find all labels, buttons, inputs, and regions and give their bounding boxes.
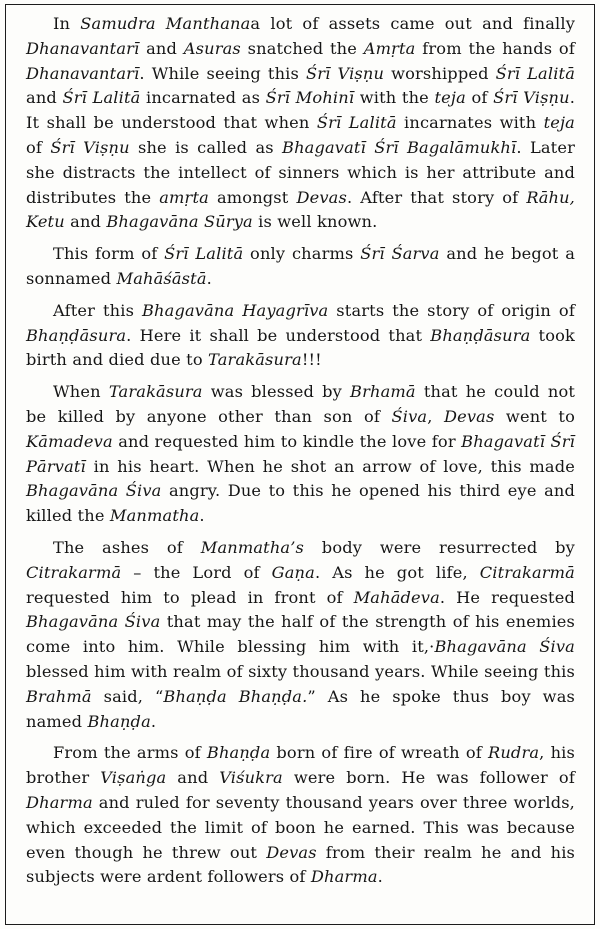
italic-term: Devas (266, 842, 317, 862)
italic-term: Tarakāsura (108, 382, 203, 402)
italic-term: Bhaṇḍāsura (430, 325, 531, 345)
italic-term: Manmatha’s (200, 537, 305, 557)
italic-term: Citrakarmā (479, 562, 575, 582)
italic-term: Bhaṇḍa Bhaṇḍa. (163, 686, 308, 706)
paragraph (26, 536, 575, 734)
paragraph (26, 380, 575, 529)
italic-term: Gaṇa (271, 562, 315, 582)
text-run: The ashes of (53, 537, 201, 557)
italic-term: Citrakarmā (26, 562, 122, 582)
italic-term: Śrī Viṣṇu (50, 137, 130, 157)
text-run: from the hands of (415, 38, 575, 58)
text-run: . It shall be understood that when (26, 88, 576, 133)
italic-term: Asuras (183, 38, 241, 58)
italic-term: Devas (443, 406, 495, 426)
text-run: and ruled for seventy thousand years over three worlds, which exceeded the limit of boon he earned. This was because even though he threw out (26, 792, 575, 862)
italic-term: teja (543, 113, 575, 133)
text-run: is well known. (252, 212, 378, 232)
text-run: !!! (301, 350, 322, 370)
text-run: angry. Due to this he opened his third eye and killed the (26, 481, 575, 526)
italic-term: Rudra (487, 743, 540, 763)
italic-term: Dharma (310, 867, 378, 887)
italic-term: Brahmā (26, 686, 92, 706)
text-run: . After that story of (346, 187, 527, 207)
italic-term: Rāhu, Ketu (26, 187, 575, 232)
text-run: with the (354, 88, 435, 108)
text-run: were born. He was follower of (282, 768, 575, 788)
text-run: body were resurrected by (304, 537, 575, 557)
italic-term: Samudra Manthana (80, 14, 251, 33)
text-run: From the arms of (53, 743, 207, 763)
text-run: In (53, 14, 81, 33)
text-run: incarnated as (140, 88, 266, 108)
text-run: . Here it shall be understood that (126, 325, 431, 345)
text-run: . As he got life, (314, 562, 480, 582)
text-run: took birth and died due to (26, 325, 576, 370)
paragraph (26, 299, 575, 373)
text-run: . (150, 711, 157, 731)
italic-term: Bhagavāna Śiva (26, 612, 161, 632)
italic-term: Bhagavatī Śrī Bagalāmukhī (282, 137, 517, 157)
page-text (26, 12, 575, 890)
italic-term: Bhaṇḍāsura (26, 325, 127, 345)
text-run: starts the story of origin of (328, 300, 575, 320)
text-run: . (206, 268, 212, 288)
italic-term: Tarakāsura (208, 350, 302, 370)
text-run: . Later she distracts the intellect of sinners which is her attribute and distributes the (26, 137, 575, 207)
italic-term: Dhanavantarī (26, 63, 140, 83)
italic-term: Kāmadeva (26, 431, 113, 451)
italic-term: Śrī Lalitā (316, 113, 397, 133)
paragraph (26, 12, 575, 235)
text-run: born of fire of wreath of (270, 743, 488, 763)
text-run: – the Lord of (121, 562, 272, 582)
text-run: and he begot a sonnamed (26, 244, 576, 288)
text-run: When (53, 382, 109, 402)
text-run: After this (53, 300, 142, 320)
text-run: and (26, 88, 63, 108)
text-run: a lot of assets came out and finally (250, 14, 575, 33)
text-run: , (427, 406, 444, 426)
italic-term: Mahāśāstā (116, 268, 207, 288)
text-run: only charms (243, 244, 361, 264)
text-run: worshipped (384, 63, 496, 83)
italic-term: Dhanavantarī (26, 38, 140, 58)
text-run: she is called as (129, 137, 283, 157)
text-run: from their realm he and his subjects were ardent followers of (26, 842, 576, 887)
text-run: ” As he spoke thus boy was named (26, 686, 575, 731)
italic-term: Śrī Śarva (360, 244, 440, 264)
paragraph (26, 242, 575, 292)
text-run: of (465, 88, 494, 108)
text-run: amongst (208, 187, 297, 207)
italic-term: Bhagavāna Śiva (26, 481, 162, 501)
text-run: that he could not be killed by anyone other than son of (26, 382, 576, 426)
italic-term: Bhagavatī Śrī Pārvatī (26, 431, 575, 476)
italic-term: Viśukra (219, 768, 283, 788)
italic-term: Manmatha (109, 506, 200, 526)
italic-term: Śrī Lalitā (495, 63, 576, 83)
italic-term: Śrī Viṣṇu (493, 88, 570, 108)
text-run: and requested him to kindle the love for (112, 431, 462, 451)
text-run: and (64, 212, 107, 232)
italic-term: Dharma (26, 792, 93, 812)
paragraph (26, 741, 575, 890)
italic-term: Śrī Lalitā (164, 244, 244, 264)
text-run: blessed him with realm of sixty thousand years. While seeing this (26, 661, 575, 681)
italic-term: Śrī Viṣṇu (306, 63, 385, 83)
italic-term: teja (434, 88, 466, 108)
italic-term: Devas (296, 187, 347, 207)
text-run: was blessed by (202, 382, 351, 402)
text-run: , his brother (26, 743, 575, 788)
text-run: and (166, 768, 220, 788)
italic-term: Bhagavāna Śiva (434, 637, 575, 657)
text-run: in his heart. When he shot an arrow of love, this made (85, 456, 575, 476)
italic-term: Brhamā (350, 382, 416, 402)
italic-term: Bhaṇḍa (87, 711, 151, 731)
text-run: . While seeing this (139, 63, 306, 83)
italic-term: Viṣaṅga (100, 768, 167, 788)
text-run: . (199, 506, 205, 526)
text-run: requested him to plead in front of (26, 587, 354, 607)
italic-term: Śiva (391, 406, 428, 426)
italic-term: Bhaṇḍa (206, 743, 271, 763)
text-run: that may the half of the strength of his enemies come into him. While blessing him with it,· (26, 612, 575, 657)
italic-term: Śrī Lalitā (62, 88, 141, 108)
italic-term: Bhagavāna Hayagrīva (142, 300, 329, 320)
italic-term: Amṛta (363, 38, 416, 58)
italic-term: Bhagavāna Sūrya (106, 212, 253, 232)
text-run: . He requested (439, 587, 575, 607)
italic-term: amṛta (159, 187, 209, 207)
italic-term: Mahādeva (353, 587, 440, 607)
text-run: . (377, 867, 383, 887)
italic-term: Śrī Mohinī (265, 88, 355, 108)
text-run: incarnates with (396, 113, 544, 133)
text-run: snatched the (240, 38, 364, 58)
text-run: said, “ (91, 686, 164, 706)
text-run: This form of (53, 244, 165, 264)
text-run: and (139, 38, 184, 58)
text-run: went to (494, 406, 575, 426)
text-run: of (26, 137, 51, 157)
